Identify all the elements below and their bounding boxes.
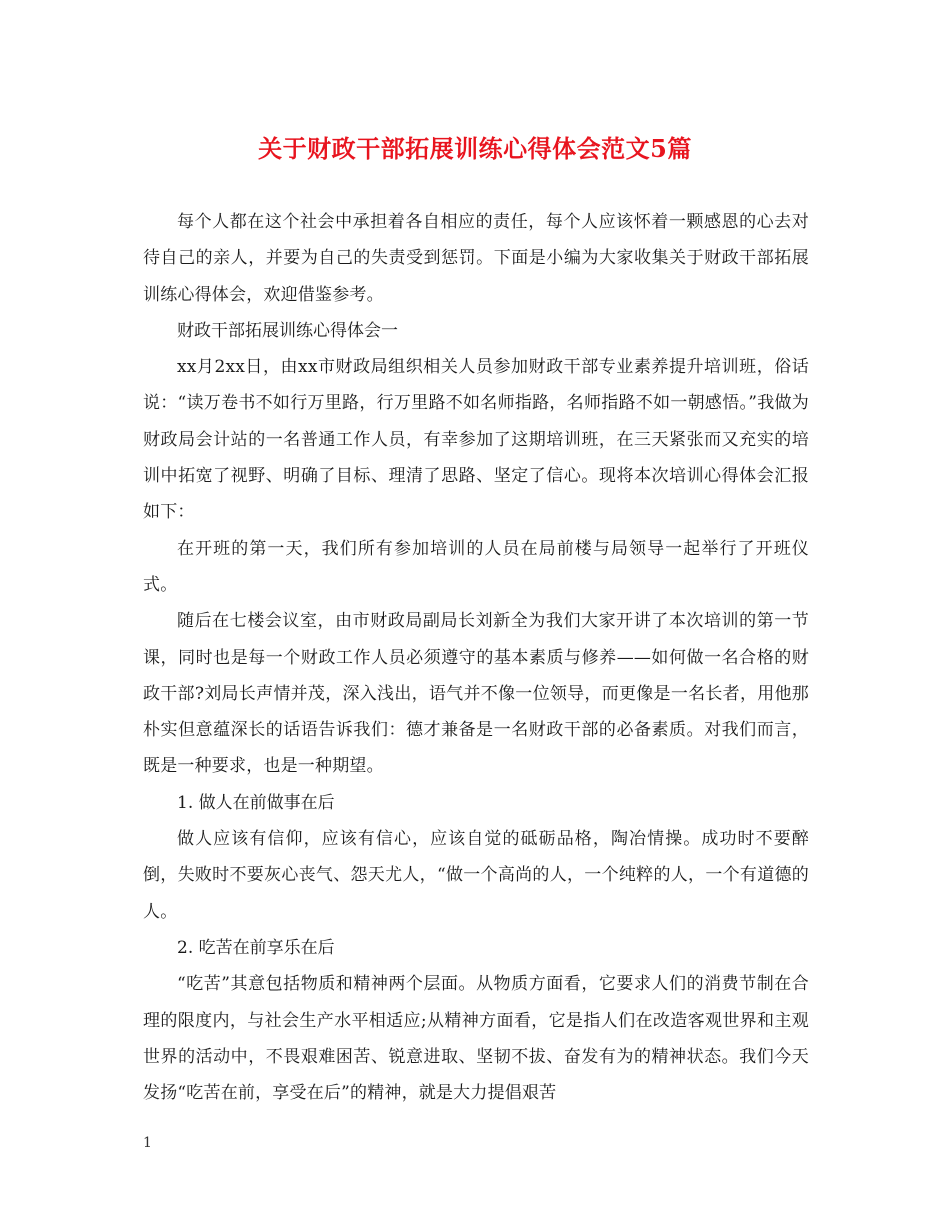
- intro-paragraph: 每个人都在这个社会中承担着各自相应的责任，每个人应该怀着一颗感恩的心去对待自己的亲人，并要为自己的失责受到惩罚。下面是小编为大家收集关于财政干部拓展训练心得体会，欢迎借鉴参考。: [143, 212, 809, 305]
- page-number: 1: [143, 1135, 152, 1151]
- document-title: 关于财政干部拓展训练心得体会范文5篇: [258, 134, 692, 163]
- body-paragraph-4: 做人应该有信仰，应该有信心，应该自觉的砥砺品格，陶冶情操。成功时不要醉倒，失败时不要灰心丧气、怨天尤人，“做一个高尚的人，一个纯粹的人，一个有道德的人。: [143, 829, 809, 922]
- document-body: [143, 204, 809, 1111]
- body-paragraph-5: “吃苦”其意包括物质和精神两个层面。从物质方面看，它要求人们的消费节制在合理的限度内，与社会生产水平相适应;从精神方面看，它是指人们在改造客观世界和主观世界的活动中，不畏艰难困苦、锐意进取、坚韧不拔、奋发有为的精神状态。我们今天发扬“吃苦在前，享受在后”的精神，就是大力提倡艰苦: [143, 974, 809, 1104]
- numbered-heading-1: 1. 做人在前做事在后: [177, 792, 335, 813]
- body-paragraph-1: xx月2xx日，由xx市财政局组织相关人员参加财政干部专业素养提升培训班，俗话说：“读万卷书不如行万里路，行万里路不如名师指路，名师指路不如一朝感悟。”我做为财政局会计站的一名普通工作人员，有幸参加了这期培训班，在三天紧张而又充实的培训中拓宽了视野、明确了目标、理清了思路、坚定了信心。现将本次培训心得体会汇报如下：: [143, 357, 809, 523]
- body-paragraph-3: 随后在七楼会议室，由市财政局副局长刘新全为我们大家开讲了本次培训的第一节课，同时也是每一个财政工作人员必须遵守的基本素质与修养——如何做一名合格的财政干部?刘局长声情并茂，深入浅出，语气并不像一位领导，而更像是一名长者，用他那朴实但意蕴深长的话语告诉我们：德才兼备是一名财政干部的必备素质。对我们而言，既是一种要求，也是一种期望。: [143, 611, 809, 777]
- body-paragraph-2: 在开班的第一天，我们所有参加培训的人员在局前楼与局领导一起举行了开班仪式。: [143, 538, 809, 595]
- numbered-heading-2: 2. 吃苦在前享乐在后: [177, 937, 335, 958]
- section-heading-1: 财政干部拓展训练心得体会一: [177, 320, 398, 341]
